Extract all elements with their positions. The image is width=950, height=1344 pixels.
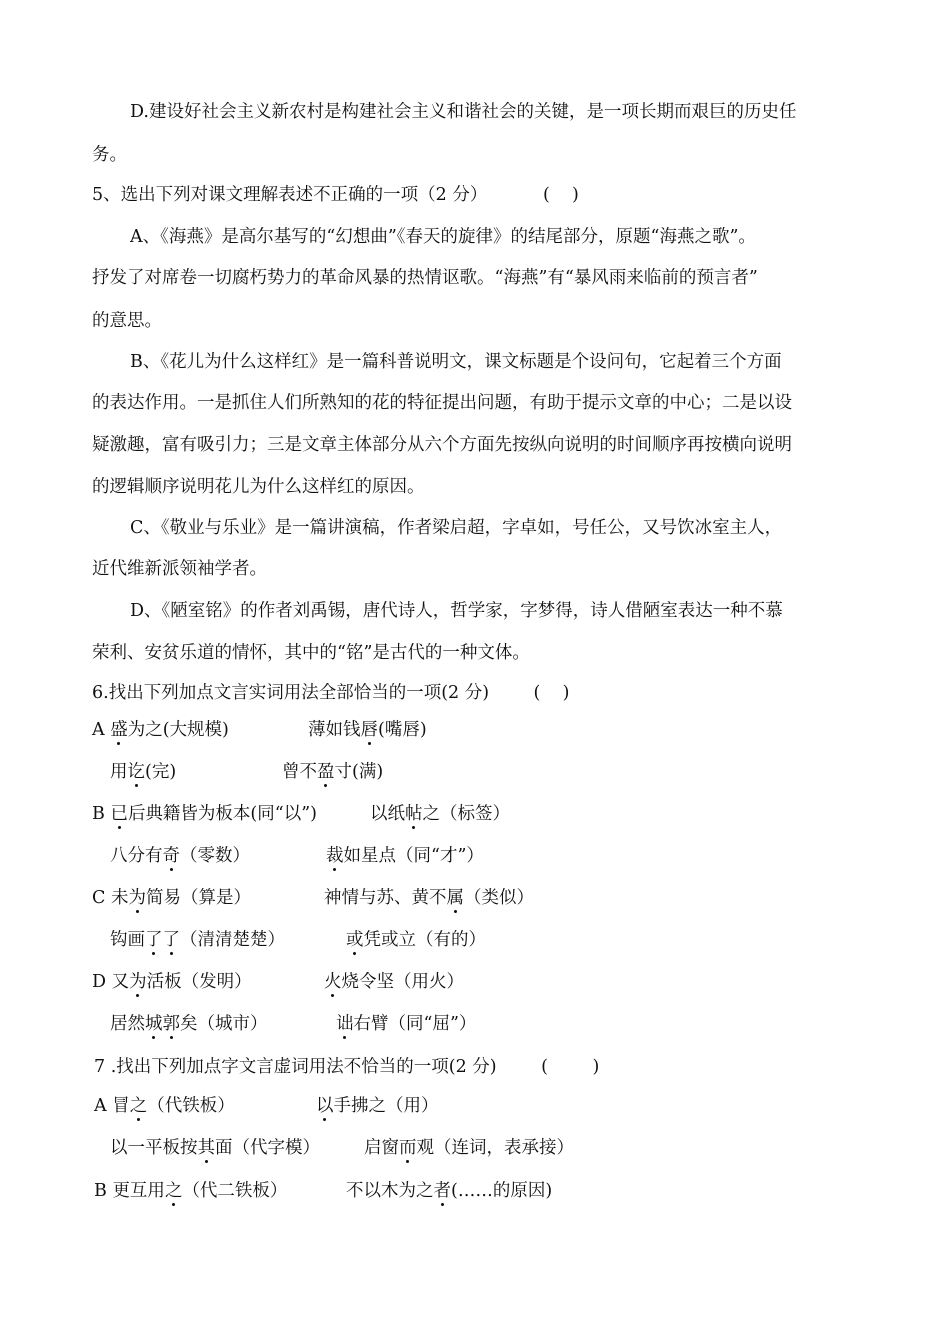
item-text: 右臂（同“屈”） (353, 1014, 477, 1034)
dotted-char: 或 (346, 930, 364, 950)
item-text: （代铁板） (147, 1096, 235, 1116)
q5-stem: 5、选出下列对课文理解表述不正确的一项（2 分） ( ) (92, 185, 579, 205)
dotted-char: 之 (164, 1181, 183, 1201)
dotted-char: 而 (399, 1138, 417, 1158)
q7-option-b-item1 (94, 1179, 287, 1203)
q6-stem: 6.找出下列加点文言实词用法全部恰当的一项(2 分) ( ) (92, 683, 570, 703)
dotted-char: 火 (324, 972, 342, 992)
q6-option-c-item4 (346, 928, 486, 952)
dotted-char: 帖 (405, 804, 423, 824)
q6-option-a-item2 (308, 718, 427, 742)
q6-option-c-item2 (324, 886, 534, 910)
q6-option-a-item1 (92, 718, 229, 742)
q6-option-d-item1 (92, 970, 252, 994)
dotted-char: 者 (433, 1181, 451, 1201)
q4-option-d-line1: D.建设好社会主义新农村是构建社会主义和谐社会的关键，是一项长期而艰巨的历史任 (130, 102, 797, 122)
dotted-char: 讫 (127, 762, 145, 782)
q6-option-c-item3 (110, 928, 285, 952)
item-text: 冒 (112, 1096, 130, 1116)
q5-option-b-line1: B、《花儿为什么这样红》是一篇科普说明文，课文标题是个设问句，它起着三个方面 (130, 352, 782, 372)
dotted-char: 郭 (162, 1014, 180, 1034)
dotted-char: 之 (129, 1096, 148, 1116)
q5-option-a-line3: 的意思。 (92, 311, 162, 331)
dotted-char: 属 (446, 888, 464, 908)
dotted-char: 已 (110, 804, 128, 824)
q5-option-b-line4: 的逻辑顺序说明花儿为什么这样红的原因。 (92, 477, 425, 497)
item-text: 如星点（同“才”） (343, 846, 484, 866)
item-text: (完) (145, 762, 177, 782)
dotted-char: 盈 (317, 762, 335, 782)
q7-option-b-item2 (346, 1179, 552, 1203)
q6-option-a-item3 (110, 760, 176, 784)
item-text: 以纸 (370, 804, 405, 824)
q7-option-a-item3 (110, 1136, 320, 1160)
item-text: 启窗 (364, 1138, 399, 1158)
q7-stem: 7 .找出下列加点字文言虚词用法不恰当的一项(2 分) ( ) (94, 1057, 600, 1077)
q5-option-d-line1: D、《陋室铭》的作者刘禹锡，唐代诗人，哲学家，字梦得，诗人借陋室表达一种不慕 (130, 601, 783, 621)
item-text: 之（标签） (422, 804, 510, 824)
dotted-char: 唇 (360, 720, 378, 740)
item-text: 居然 (110, 1014, 145, 1034)
q5-option-a-line1: A、《海燕》是高尔基写的“幻想曲”《春天的旋律》的结尾部分，原题“海燕之歌”。 (130, 227, 756, 247)
q5-option-d-line2: 荣利、安贫乐道的情怀，其中的“铭”是古代的一种文体。 (92, 643, 530, 663)
dotted-char: 了 (162, 930, 180, 950)
item-text: 又 (111, 972, 130, 992)
q5-option-a-line2: 抒发了对席卷一切腐朽势力的革命风暴的热情讴歌。“海燕”有“暴风雨来临前的预言者” (92, 268, 758, 288)
item-text: (……的原因) (451, 1181, 553, 1201)
item-text: 活板（发明） (146, 972, 252, 992)
q7-option-a-item2 (316, 1094, 439, 1118)
q6-option-d-item4 (336, 1012, 476, 1036)
item-text: 不以木为之 (346, 1181, 434, 1201)
option-label: B (92, 804, 111, 824)
item-text: 神情与苏、黄不 (324, 888, 447, 908)
item-text: 曾不 (282, 762, 317, 782)
dotted-char: 奇 (162, 846, 180, 866)
dotted-char: 城 (145, 1014, 163, 1034)
q4-option-d-line2: 务。 (92, 145, 127, 165)
q6-option-d-item2 (324, 970, 464, 994)
dotted-char: 为 (128, 888, 146, 908)
q6-option-d-item3 (110, 1012, 268, 1036)
q5-option-c-line2: 近代维新派领袖学者。 (92, 559, 267, 579)
item-text: （类似） (464, 888, 534, 908)
item-text: 为之(大规模) (127, 720, 229, 740)
item-text: 八分有 (110, 846, 163, 866)
item-text: 凭或立（有的） (363, 930, 486, 950)
item-text: 后典籍皆为板本(同“以”) (127, 804, 317, 824)
option-label: B (94, 1181, 113, 1201)
item-text: 以一平板按 (110, 1138, 198, 1158)
dotted-char: 盛 (110, 720, 128, 740)
item-text: 矣（城市） (180, 1014, 268, 1034)
dotted-char: 为 (129, 972, 147, 992)
option-label: D (92, 972, 112, 992)
item-text: 观（连词，表承接） (416, 1138, 574, 1158)
dotted-char: 诎 (336, 1014, 354, 1034)
option-label: A (94, 1096, 113, 1116)
dotted-char: 其 (197, 1138, 215, 1158)
item-text: （清清楚楚） (180, 930, 285, 950)
item-text: 简易（算是） (145, 888, 251, 908)
item-text: 钩画 (110, 930, 145, 950)
dotted-char: 以 (316, 1096, 334, 1116)
item-text: 更互用 (112, 1181, 165, 1201)
item-text: 用 (110, 762, 128, 782)
dotted-char: 了 (145, 930, 163, 950)
item-text: 未 (110, 888, 129, 908)
q6-option-b-item4 (326, 844, 484, 868)
q6-option-c-item1 (92, 886, 251, 910)
q6-option-b-item1 (92, 802, 317, 826)
item-text: 面（代字模） (215, 1138, 320, 1158)
item-text: 烧令坚（用火） (341, 972, 464, 992)
item-text: 手拂之（用） (333, 1096, 439, 1116)
item-text: （零数） (180, 846, 250, 866)
q5-option-c-line1: C、《敬业与乐业》是一篇讲演稿，作者梁启超，字卓如，号任公，又号饮冰室主人， (130, 518, 783, 538)
option-label: A (92, 720, 111, 740)
q7-option-a-item1 (94, 1094, 235, 1118)
q7-option-a-item4 (364, 1136, 574, 1160)
item-text: 薄如钱 (308, 720, 361, 740)
q6-option-b-item3 (110, 844, 250, 868)
item-text: 寸(满) (334, 762, 384, 782)
q6-option-b-item2 (370, 802, 510, 826)
item-text: (嘴唇) (378, 720, 427, 740)
q5-option-b-line2: 的表达作用。一是抓住人们所熟知的花的特征提出问题，有助于提示文章的中心；二是以设 (92, 393, 792, 413)
item-text: （代二铁板） (182, 1181, 288, 1201)
q5-option-b-line3: 疑激趣，富有吸引力；三是文章主体部分从六个方面先按纵向说明的时间顺序再按横向说明 (92, 435, 792, 455)
q6-option-a-item4 (282, 760, 383, 784)
dotted-char: 裁 (326, 846, 344, 866)
option-label: C (92, 888, 111, 908)
